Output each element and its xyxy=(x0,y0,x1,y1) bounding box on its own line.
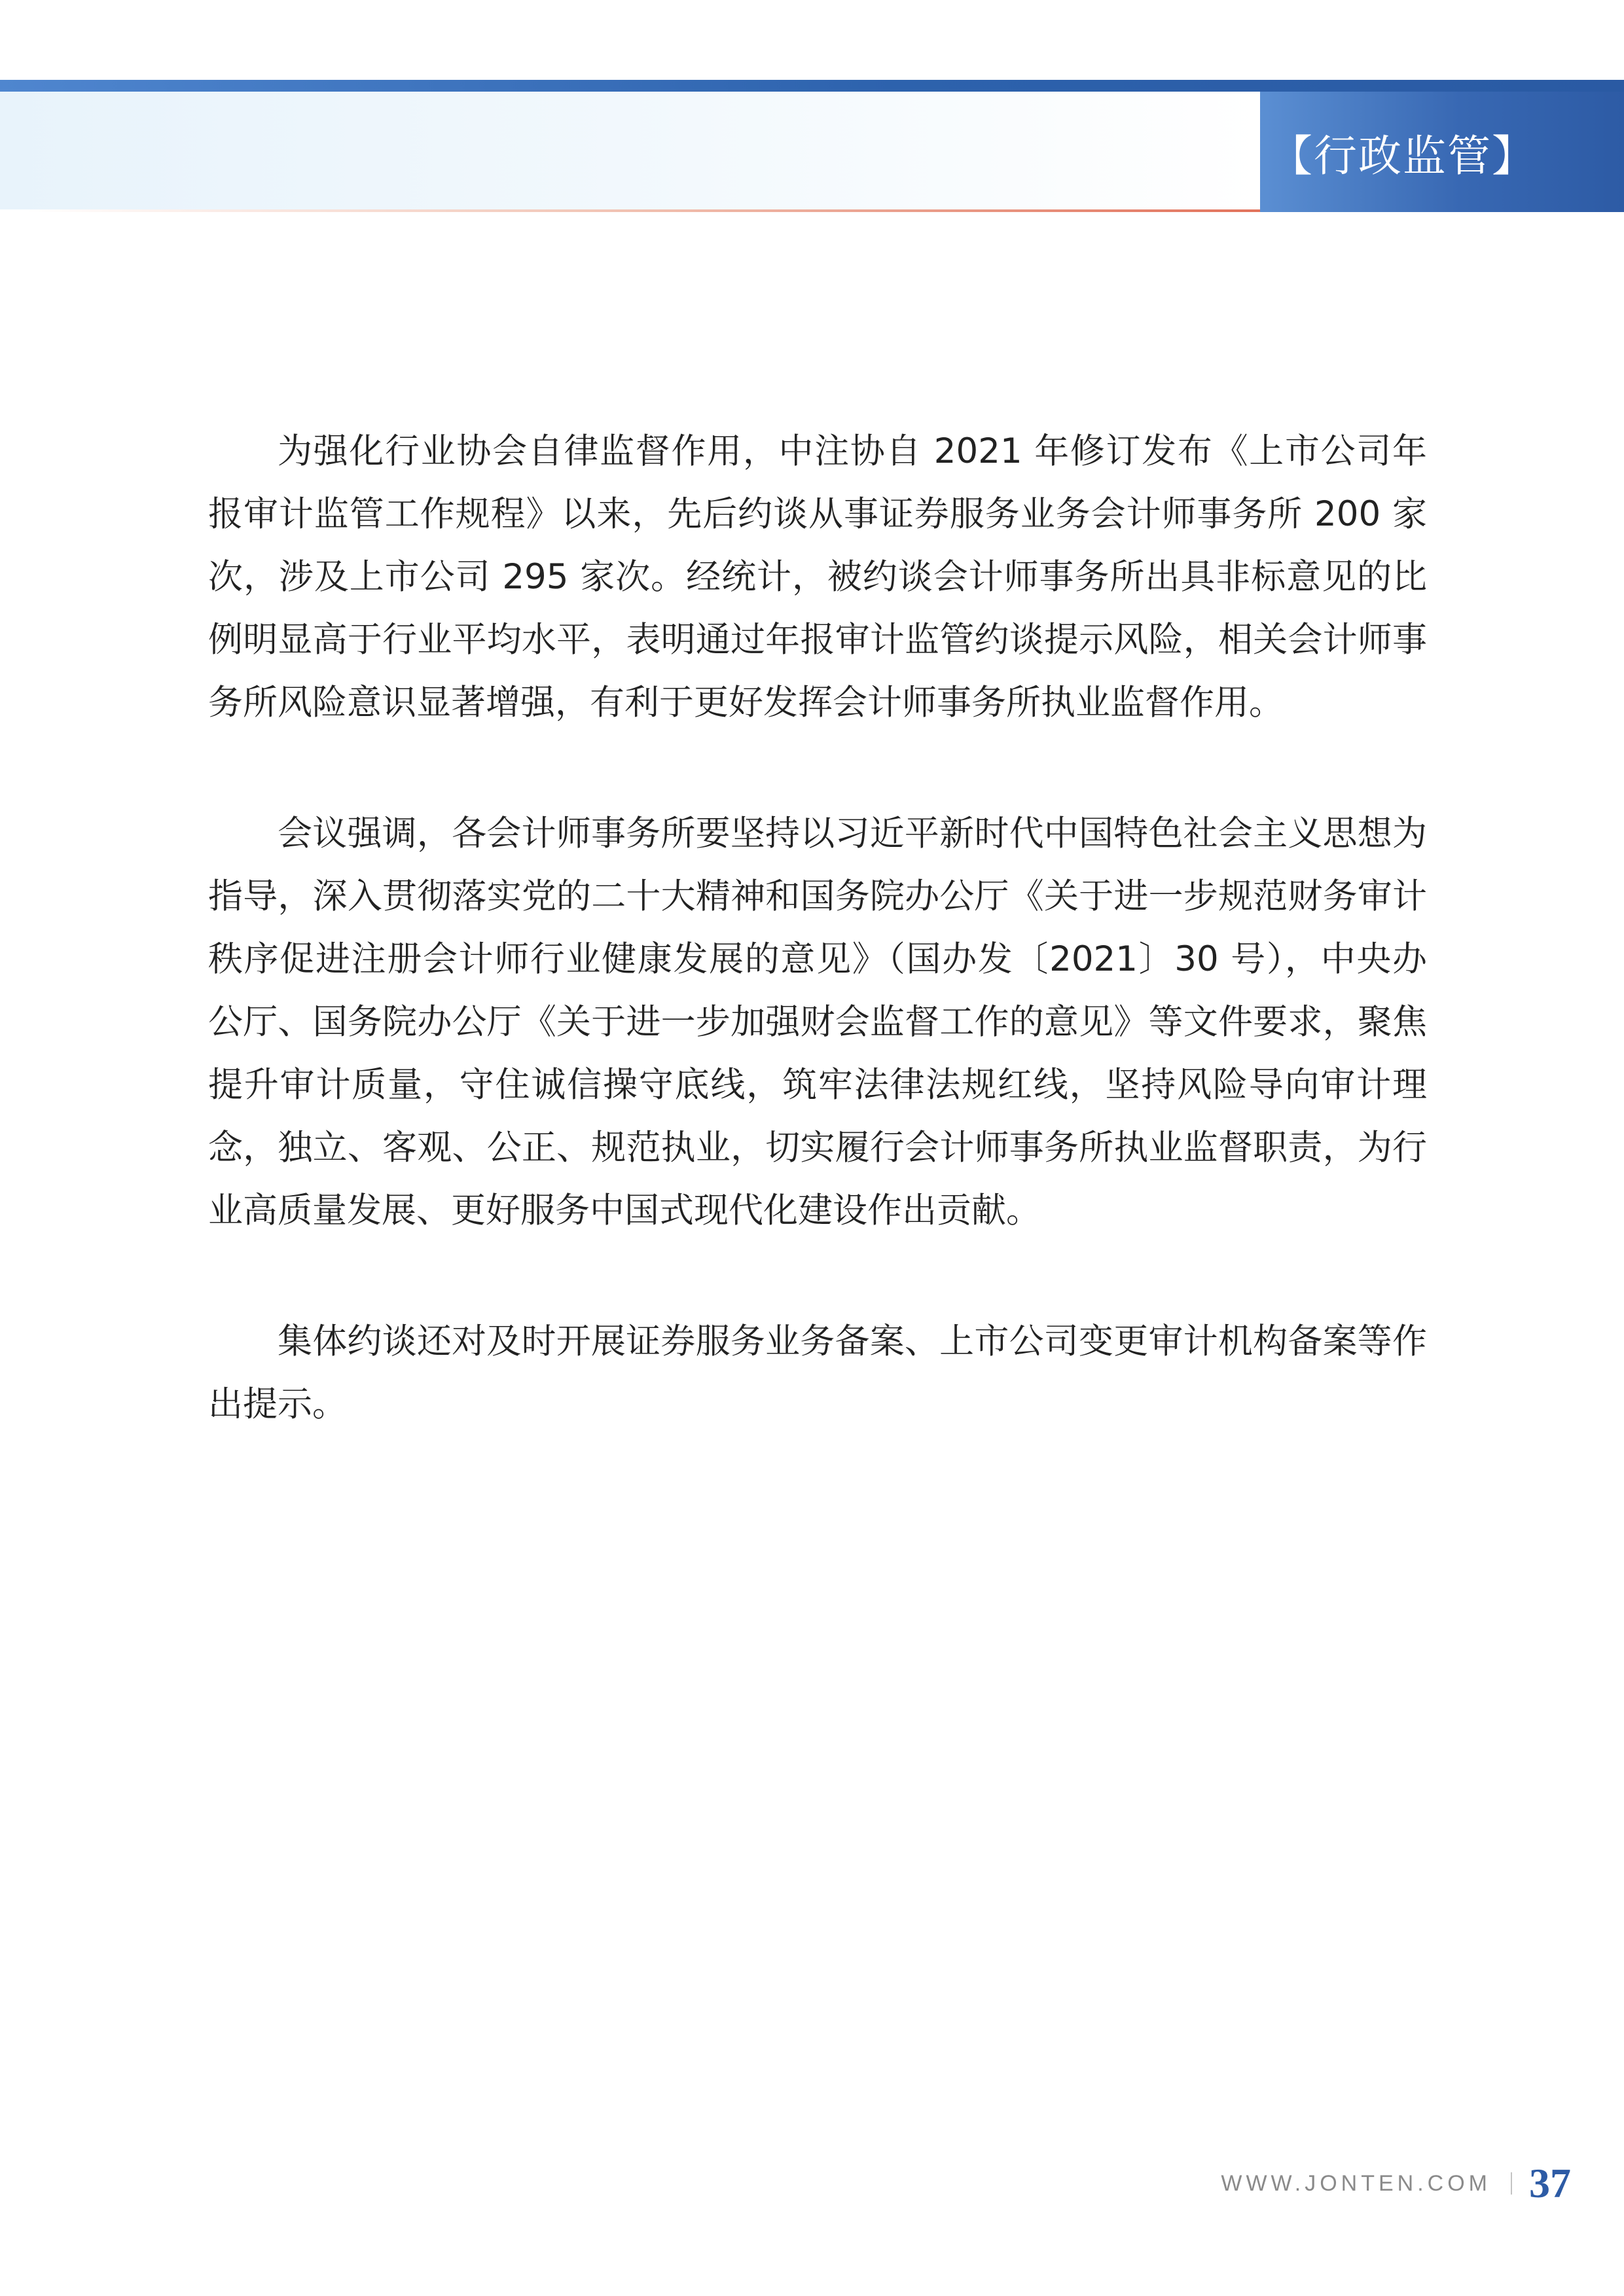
footer-url: WWW.JONTEN.COM xyxy=(1221,2170,1491,2196)
section-label: 【行政监管】 xyxy=(1269,130,1536,181)
paragraph-3: 集体约谈还对及时开展证券服务业务备案、上市公司变更审计机构备案等作出提示。 xyxy=(208,1321,1427,1424)
footer-separator xyxy=(1511,2172,1512,2195)
paragraph-2: 会议强调，各会计师事务所要坚持以习近平新时代中国特色社会主义思想为指导，深入贯彻落实党的二十大精神和国务院办公厅《关于进一步规范财务审计秩序促进注册会计师行业健康发展的意见》（国办发〔2021〕30 号），中央办公厅、国务院办公厅《关于进一步加强财会监督工作的意见》等文件要求，聚焦提升审计质量，守住诚信操守底线，筑牢法律法规红线，坚持风险导向审计理念，独立、客观、公正、规范执业，切实履行会计师事务所执业监督职责，为行业高质量发展、更好服务中国式现代化建设作出贡献。 xyxy=(208,814,1427,1230)
header-top-stripe xyxy=(0,80,1624,92)
page-footer xyxy=(1113,2157,1571,2210)
paragraph-1: 为强化行业协会自律监督作用，中注协自 2021 年修订发布《上市公司年报审计监管工作规程》以来，先后约谈从事证券服务业务会计师事务所 200 家次，涉及上市公司 295 家次。经统计，被约谈会计师事务所出具非标意见的比例明显高于行业平均水平，表明通过年报审计监管约谈提示风险，相关会计师事务所风险意识显著增强，有利于更好发挥会计师事务所执业监督作用。 xyxy=(208,431,1427,723)
section-tab xyxy=(1260,92,1624,212)
page-number: 37 xyxy=(1529,2160,1571,2206)
page-header xyxy=(0,0,1624,216)
header-banner xyxy=(0,92,1260,209)
article-body xyxy=(208,420,1427,1504)
header-divider xyxy=(26,209,1260,212)
